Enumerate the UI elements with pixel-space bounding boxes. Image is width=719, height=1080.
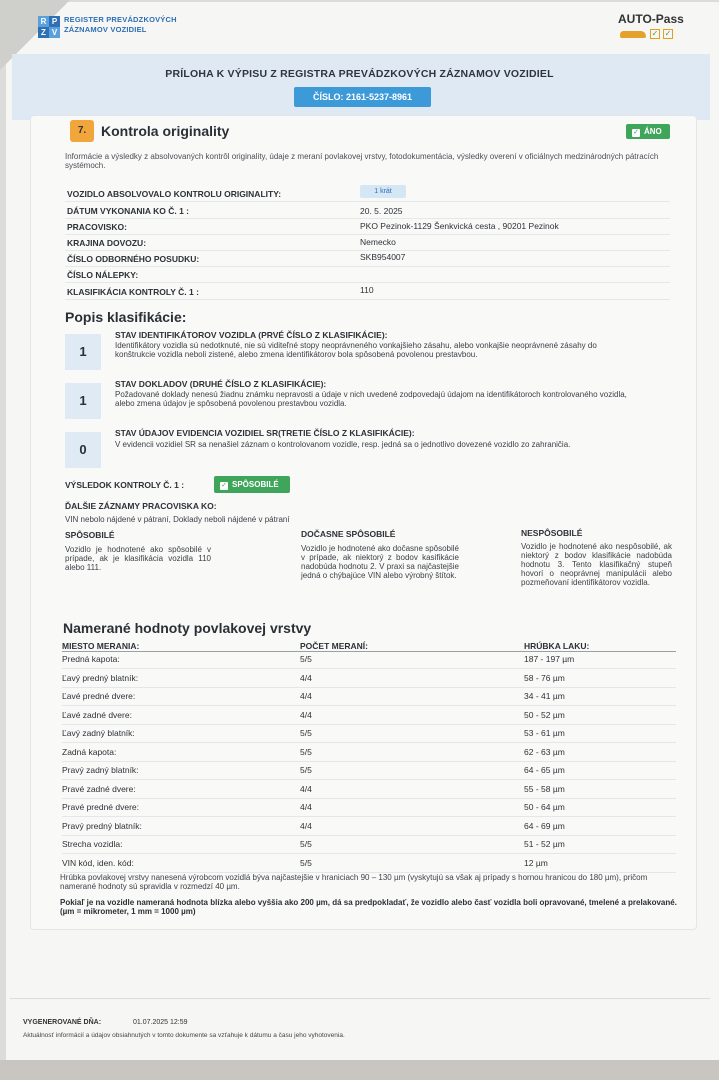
classification-desc: Identifikátory vozidla sú nedotknuté, nie sú viditeľné stopy neoprávneného vonkajšieho zásahu, alebo vonkajšie neoprávnené zásahy do konštrukcie vozidla neboli zistené, alebo zmena identifikátorov bola spôsobená povolenou prestavbou.	[115, 341, 597, 359]
detail-label: PRACOVISKO:	[67, 222, 127, 232]
row-divider	[62, 742, 676, 743]
logo-letter: P	[51, 17, 58, 26]
row-divider	[62, 816, 676, 817]
logo-letter: R	[38, 16, 49, 27]
logo-line-1: REGISTER PREVÁDZKOVÝCH	[64, 15, 177, 24]
column-title: NESPÔSOBILÉ	[521, 528, 583, 538]
measurement-count: 5/5	[300, 765, 312, 775]
generated-value: 01.07.2025 12:59	[133, 1019, 188, 1026]
detail-label: KLASIFIKÁCIA KONTROLY Č. 1 :	[67, 287, 199, 297]
measurement-thickness: 62 - 63 µm	[524, 747, 565, 757]
row-divider	[62, 687, 676, 688]
checkbox-icon: ✓	[651, 29, 659, 38]
divider	[65, 282, 670, 283]
detail-value: PKO Pezinok-1129 Šenkvická cesta , 90201 Pezinok	[360, 221, 559, 231]
autopass-logo-icon	[620, 28, 680, 42]
logo-letter: V	[49, 27, 60, 38]
other-records-label: ĎALŠIE ZÁZNAMY PRACOVISKA KO:	[65, 501, 217, 511]
row-divider	[62, 853, 676, 854]
measurement-count: 4/4	[300, 821, 312, 831]
classification-title: STAV IDENTIFIKÁTOROV VOZIDLA (PRVÉ ČÍSLO Z KLASIFIKÁCIE):	[115, 330, 388, 340]
measurement-place: Ľavé predné dvere:	[62, 691, 136, 701]
measurements-note: Hrúbka povlakovej vrstvy nanesená výrobcom vozidlá býva najčastejšie v hraniciach 90 – 130 µm (vyskytujú sa však aj prípady s hornou hranicou do 180 µm), pričom namerané hodnoty sú spravidla v rozmedzí 40 µm.	[60, 873, 648, 891]
measurement-place: Ľavý zadný blatník:	[62, 728, 135, 738]
classification-title: STAV ÚDAJOV EVIDENCIA VOZIDIEL SR(TRETIE ČÍSLO Z KLASIFIKÁCIE):	[115, 428, 415, 438]
detail-label: VOZIDLO ABSOLVOVALO KONTROLU ORIGINALITY:	[67, 189, 282, 199]
row-divider	[62, 705, 676, 706]
measurement-count: 4/4	[300, 673, 312, 683]
measurement-thickness: 50 - 64 µm	[524, 802, 565, 812]
car-icon	[620, 31, 646, 38]
detail-value: Nemecko	[360, 237, 396, 247]
detail-value: 20. 5. 2025	[360, 206, 403, 216]
result-badge-label: SPÔSOBILÉ	[232, 480, 279, 489]
column-text: Vozidlo je hodnotené ako dočasne spôsobilé v prípade, ak niektorý z bodov kasifikácie nadobúda hodnotu 2. V praxi sa najčastejšie jedná o chýbajúce VIN alebo výrobný štítok.	[301, 544, 459, 580]
classification-desc: Požadované doklady nenesú žiadnu známku nepravosti a údaje v nich uvedené zodpovedajú údajom na identifikátoroch kontrolovaného vozidla, alebo zmena údajov je spôsobená povolenou prestavbou vozidla.	[115, 390, 627, 408]
logo-text	[64, 15, 177, 35]
measurement-thickness: 64 - 65 µm	[524, 765, 565, 775]
status-badge-label: ÁNO	[644, 127, 662, 136]
logo-letter: Z	[41, 28, 46, 37]
row-divider	[62, 761, 676, 762]
measurement-thickness: 12 µm	[524, 858, 548, 868]
classification-digit: 0	[65, 432, 101, 468]
divider	[65, 201, 670, 202]
footer-note: Aktuálnosť informácií a údajov obsiahnutých v tomto dokumente sa vzťahuje k dátumu a času jeho vyhotovenia.	[23, 1032, 345, 1039]
measurement-place: Strecha vozidla:	[62, 839, 123, 849]
measurement-place: Pravý zadný blatník:	[62, 765, 139, 775]
measurement-thickness: 64 - 69 µm	[524, 821, 565, 831]
classification-heading: Popis klasifikácie:	[65, 309, 187, 325]
measurement-place: Ľavý predný blatník:	[62, 673, 139, 683]
divider	[65, 234, 670, 235]
table-header-count: POČET MERANÍ:	[300, 641, 368, 651]
measurement-thickness: 187 - 197 µm	[524, 654, 575, 664]
detail-value: 110	[360, 285, 374, 295]
detail-label: ČÍSLO ODBORNÉHO POSUDKU:	[67, 254, 200, 264]
measurement-count: 5/5	[300, 747, 312, 757]
section-title: Kontrola originality	[101, 123, 230, 139]
measurement-count: 5/5	[300, 858, 312, 868]
page-title: PRÍLOHA K VÝPISU Z REGISTRA PREVÁDZKOVÝCH ZÁZNAMOV VOZIDIEL	[165, 68, 554, 80]
measurement-place: Zadná kapota:	[62, 747, 117, 757]
result-label: VÝSLEDOK KONTROLY Č. 1 :	[65, 480, 185, 490]
row-divider	[62, 779, 676, 780]
measurement-thickness: 53 - 61 µm	[524, 728, 565, 738]
count-badge: 1 krát	[360, 185, 406, 198]
detail-label: KRAJINA DOVOZU:	[67, 238, 147, 248]
classification-title: STAV DOKLADOV (DRUHÉ ČÍSLO Z KLASIFIKÁCIE):	[115, 379, 327, 389]
column-title: DOČASNE SPÔSOBILÉ	[301, 529, 396, 539]
divider	[65, 250, 670, 251]
column-text: Vozidlo je hodnotené ako nespôsobilé, ak niektorý z bodov klasifikácie nadobúda hodnotu 3. Tento klasifikačný stupeň hovorí o neoprávnej manipulácii alebo pozmeňovaní identifikátorov vozidla.	[521, 542, 672, 587]
row-divider	[62, 668, 676, 669]
measurements-warning: Pokiaľ je na vozidle nameraná hodnota blízka alebo vyššia ako 200 µm, dá sa predpokladať, že vozidlo alebo časť vozidla boli opravované, tmelené a prelakované. (µm = mikrometer, 1 mm = 1000 µm)	[60, 898, 677, 916]
measurement-count: 4/4	[300, 802, 312, 812]
measurement-place: Pravý predný blatník:	[62, 821, 142, 831]
measurement-count: 4/4	[300, 710, 312, 720]
measurement-thickness: 34 - 41 µm	[524, 691, 565, 701]
checkbox-icon: ✓	[664, 29, 672, 38]
detail-label: ČÍSLO NÁLEPKY:	[67, 270, 139, 280]
divider	[65, 266, 670, 267]
table-header-divider	[62, 651, 676, 652]
measurement-count: 4/4	[300, 784, 312, 794]
measurement-place: Pravé zadné dvere:	[62, 784, 136, 794]
measurements-heading: Namerané hodnoty povlakovej vrstvy	[63, 620, 312, 636]
row-divider	[62, 835, 676, 836]
measurement-thickness: 51 - 52 µm	[524, 839, 565, 849]
classification-desc: V evidencii vozidiel SR sa nenašiel záznam o kontrolovanom vozidle, resp. jedná sa o jednotlivo dovezené vozidlo zo zahraničia.	[115, 440, 571, 449]
check-icon: ✓	[221, 482, 227, 489]
result-badge	[214, 476, 290, 493]
measurement-thickness: 55 - 58 µm	[524, 784, 565, 794]
measurement-thickness: 58 - 76 µm	[524, 673, 565, 683]
classification-digit: 1	[65, 383, 101, 419]
measurement-count: 5/5	[300, 839, 312, 849]
measurement-place: VIN kód, iden. kód:	[62, 858, 134, 868]
background-strip	[0, 1060, 719, 1080]
detail-label: DÁTUM VYKONANIA KO Č. 1 :	[67, 206, 189, 216]
column-title: SPÔSOBILÉ	[65, 530, 115, 540]
measurement-count: 5/5	[300, 654, 312, 664]
rpzv-logo	[38, 16, 60, 38]
measurement-count: 5/5	[300, 728, 312, 738]
classification-digit: 1	[65, 334, 101, 370]
measurement-place: Pravé predné dvere:	[62, 802, 140, 812]
measurement-count: 4/4	[300, 691, 312, 701]
measurement-thickness: 50 - 52 µm	[524, 710, 565, 720]
detail-value: SKB954007	[360, 252, 406, 262]
divider	[65, 299, 670, 300]
generated-label: VYGENEROVANÉ DŇA:	[23, 1019, 102, 1026]
section-intro: Informácie a výsledky z absolvovaných kontrôl originality, údaje z meraní povlakovej vrstvy, fotodokumentácia, výsledky overení v oficiálnych medzinárodných pátracích systémoch.	[65, 152, 659, 170]
column-text: Vozidlo je hodnotené ako spôsobilé v prípade, ak je klasifikácia vozidla 110 alebo 111.	[65, 545, 211, 572]
measurement-place: Predná kapota:	[62, 654, 120, 664]
divider	[65, 218, 670, 219]
measurement-place: Ľavé zadné dvere:	[62, 710, 132, 720]
document-number-badge: ČÍSLO: 2161-5237-8961	[294, 87, 431, 107]
section-number: 7.	[70, 120, 94, 142]
check-icon: ✓	[633, 129, 639, 136]
status-badge	[626, 124, 670, 139]
table-header-place: MIESTO MERANIA:	[62, 641, 140, 651]
row-divider	[62, 724, 676, 725]
autopass-brand: AUTO-Pass	[618, 12, 684, 26]
row-divider	[62, 798, 676, 799]
logo-line-2: ZÁZNAMOV VOZIDIEL	[64, 25, 147, 34]
footer-divider	[10, 998, 710, 999]
other-records-value: VIN nebolo nájdené v pátraní, Doklady neboli nájdené v pátraní	[65, 515, 290, 524]
table-header-thickness: HRÚBKA LAKU:	[524, 641, 590, 651]
